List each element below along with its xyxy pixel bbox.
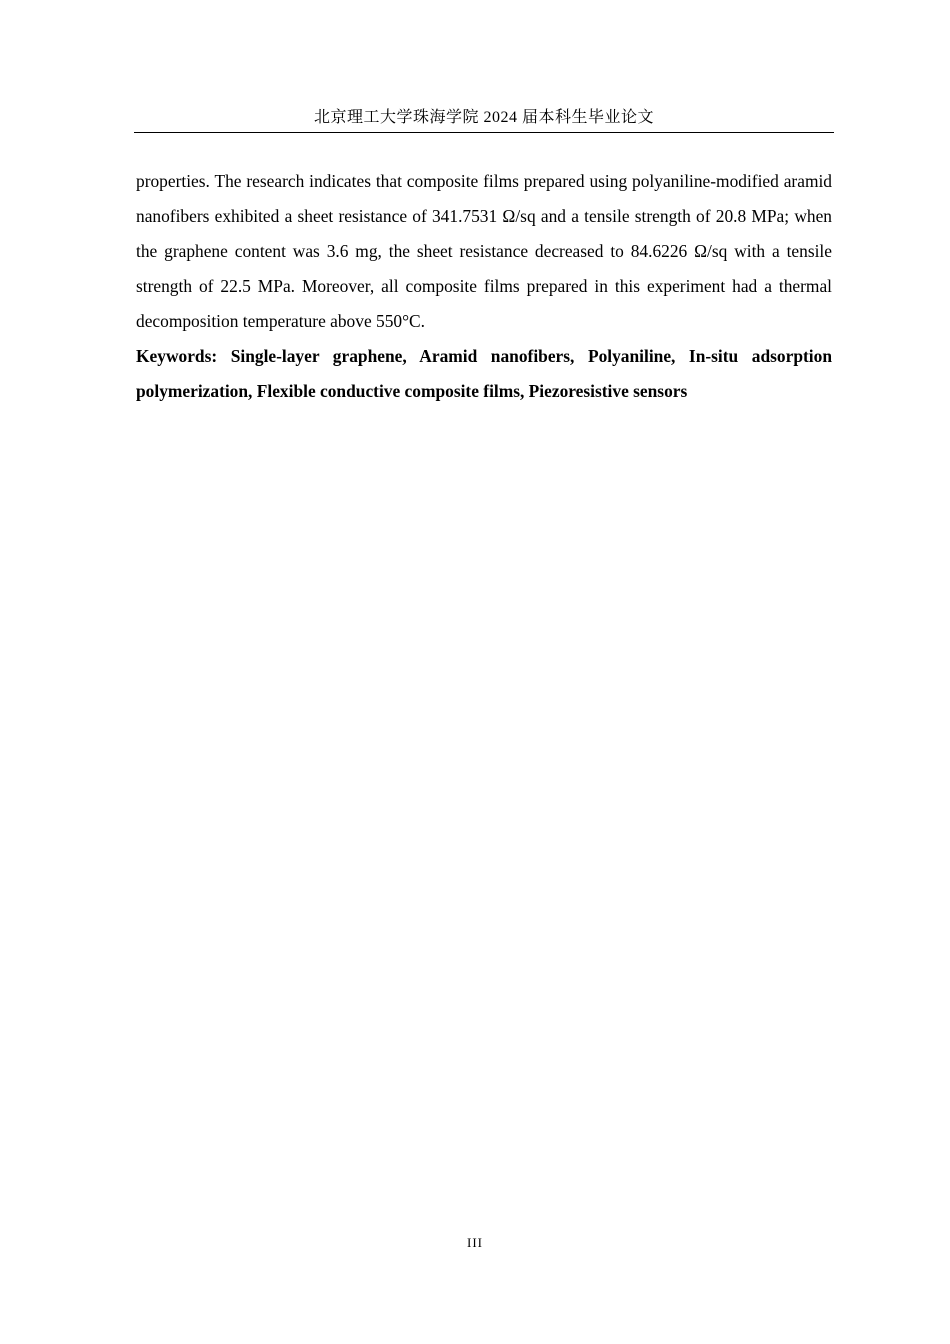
header-title: 北京理工大学珠海学院 2024 届本科生毕业论文 (313, 109, 654, 126)
main-content (136, 164, 832, 409)
page-header (134, 104, 834, 133)
keywords-paragraph: Keywords: Single-layer graphene, Aramid nanofibers, Polyaniline, In-situ adsorption polymerization, Flexible conductive composite films, Piezoresistive sensors (136, 346, 832, 401)
page-number-text: III (467, 1235, 483, 1250)
abstract-paragraph: properties. The research indicates that composite films prepared using polyaniline-modified aramid nanofibers exhibited a sheet resistance of 341.7531 Ω/sq and a tensile strength of 20.8 MPa; when the graphene content was 3.6 mg, the sheet resistance decreased to 84.6226 Ω/sq with a tensile strength of 22.5 MPa. Moreover, all composite films prepared in this experiment had a thermal decomposition temperature above 550°C. (136, 171, 832, 331)
page-number (0, 1233, 950, 1253)
